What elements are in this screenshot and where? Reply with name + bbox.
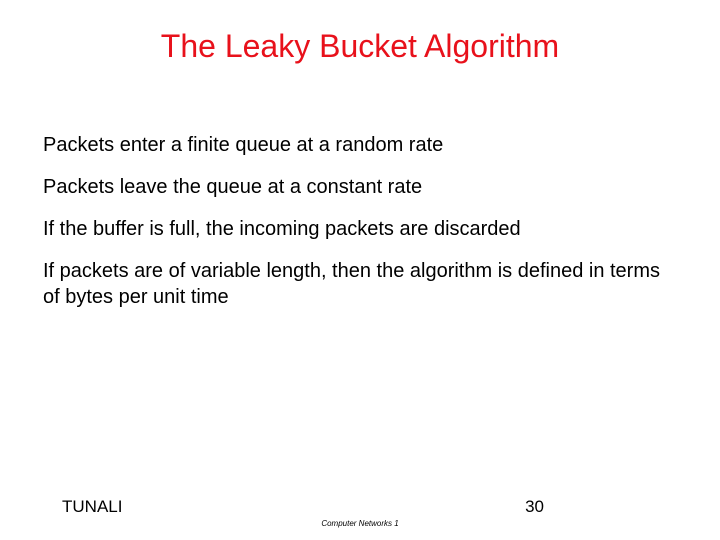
bullet-item: Packets enter a finite queue at a random rate [43,134,444,156]
footer-course: Computer Networks 1 [321,519,399,528]
footer-author: TUNALI [62,497,123,516]
bullet-list [43,132,673,326]
page-number: 30 [525,497,544,516]
bullet-item: Packets leave the queue at a constant rate [43,176,423,198]
slide-title: The Leaky Bucket Algorithm [160,28,560,64]
bullet-item: If the buffer is full, the incoming packets are discarded [43,218,521,240]
bullet-item: If packets are of variable length, then the algorithm is defined in terms of bytes per unit time [43,260,661,308]
